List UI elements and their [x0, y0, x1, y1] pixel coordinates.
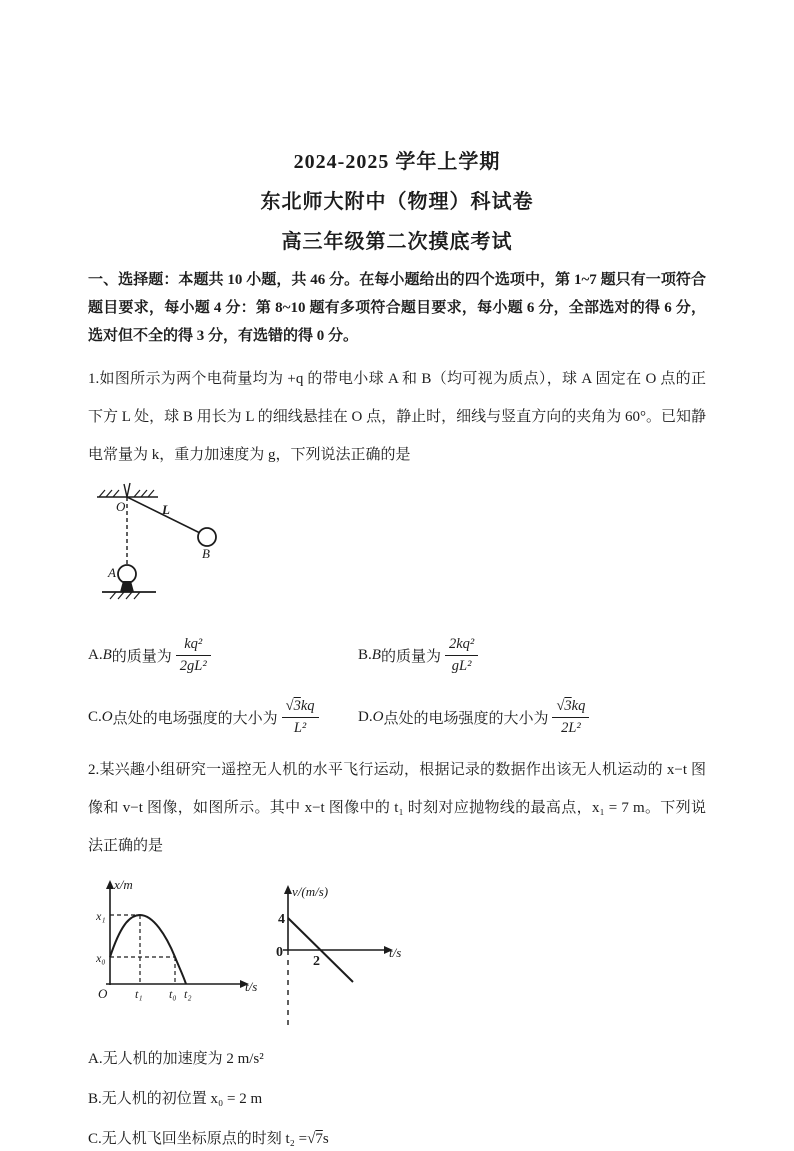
xt-ytick-x1: x₁ [96, 909, 106, 923]
xt-ylabel: x/m [114, 879, 133, 892]
q2-option-b: B.无人机的初位置 x₀ = 2 m [88, 1091, 263, 1107]
xt-xtick-t0: t₀ [169, 987, 177, 1001]
q1-option-b-fraction: $\frac{\text{2kq²}}{\text{gL²}}$ [445, 635, 478, 674]
q1-option-a: A. B 的质量为 $\frac{\text{kq²}}{\text{2gL²}}$ [88, 629, 358, 681]
q1-option-b: B. B 的质量为 $\frac{\text{2kq²}}{\text{gL²}}$ [358, 629, 706, 681]
vt-graph [275, 879, 425, 1031]
question2-figures [96, 879, 706, 1031]
vt-origin-label: 0 [276, 945, 283, 960]
q1-option-c-fraction: $\frac{√3kq}{\text{L²}}$ [282, 697, 319, 736]
question1-options-row-ab [88, 629, 706, 681]
pendulum-charge-diagram [94, 480, 254, 620]
title-school-subject: 东北师大附中（物理）科试卷 [260, 191, 534, 213]
xt-graph [96, 879, 261, 1009]
xt-origin-label: O [98, 986, 108, 1001]
vt-xlabel: t/s [389, 945, 402, 960]
title-term: 2024-2025 学年上学期 [293, 151, 501, 173]
q1-option-c: C. O 点处的电场强度的大小为 $\frac{√3kq}{\text{L²}}$ [88, 691, 358, 743]
question1-options-row-cd [88, 691, 706, 743]
question2-options [88, 1047, 706, 1151]
q1-option-a-fraction: $\frac{\text{kq²}}{\text{2gL²}}$ [176, 635, 211, 674]
q2-option-c: C.无人机飞回坐标原点的时刻 t₂ = √ 7 s [88, 1131, 329, 1147]
question2-stem: 2.某兴趣小组研究一遥控无人机的水平飞行运动，根据记录的数据作出该无人机运动的 x−t 图像和 v−t 图像，如图所示。其中 x−t 图像中的 t₁ 时刻对应抛物线的最高点，x₁ = 7 m。下列说法正确的是 [88, 762, 706, 854]
xt-xtick-t2: t₂ [184, 987, 192, 1001]
question1-stem: 1.如图所示为两个电荷量均为 +q 的带电小球 A 和 B（均可视为质点），球 A 固定在 O 点的正下方 L 处，球 B 用长为 L 的细线悬挂在 O 点，静止时，细线与竖直方向的夹角为 60°。已知静电常量为 k，重力加速度为 g，下列说法正确的是 [88, 371, 706, 463]
vt-ytick-4: 4 [278, 912, 285, 927]
ball-A-label: A [108, 565, 116, 580]
question1-figure [94, 480, 706, 625]
xt-xlabel: t/s [245, 979, 258, 994]
vt-xtick-2: 2 [313, 954, 320, 969]
q1-option-d-label: D. [358, 708, 373, 725]
point-O-label: O [116, 499, 126, 514]
xt-xtick-t1: t₁ [135, 987, 143, 1001]
exam-title-block [88, 142, 706, 262]
q1-option-c-label: C. [88, 708, 102, 725]
q2-option-a: A.无人机的加速度为 2 m/s² [88, 1051, 264, 1067]
xt-ytick-x0: x₀ [96, 951, 106, 965]
q1-option-d-fraction: $\frac{√3kq}{\text{2L²}}$ [552, 697, 589, 736]
vt-ylabel: v/(m/s) [292, 884, 329, 899]
title-exam-name: 高三年级第二次摸底考试 [281, 231, 513, 253]
q1-option-a-label: A. [88, 646, 103, 663]
q1-option-d: D. O 点处的电场强度的大小为 $\frac{√3kq}{\text{2L²}}$ [358, 691, 706, 743]
ball-B-label: B [202, 546, 210, 561]
string-length-label: L [162, 502, 170, 517]
section1-instructions: 一、选择题：本题共 10 小题，共 46 分。在每小题给出的四个选项中，第 1~7 题只有一项符合题目要求，每小题 4 分：第 8~10 题有多项符合题目要求，每小题 6 分，全部选对的得 6 分，选对但不全的得 3 分，有选错的得 0 分。 [88, 272, 706, 344]
q1-option-b-label: B. [358, 646, 372, 663]
